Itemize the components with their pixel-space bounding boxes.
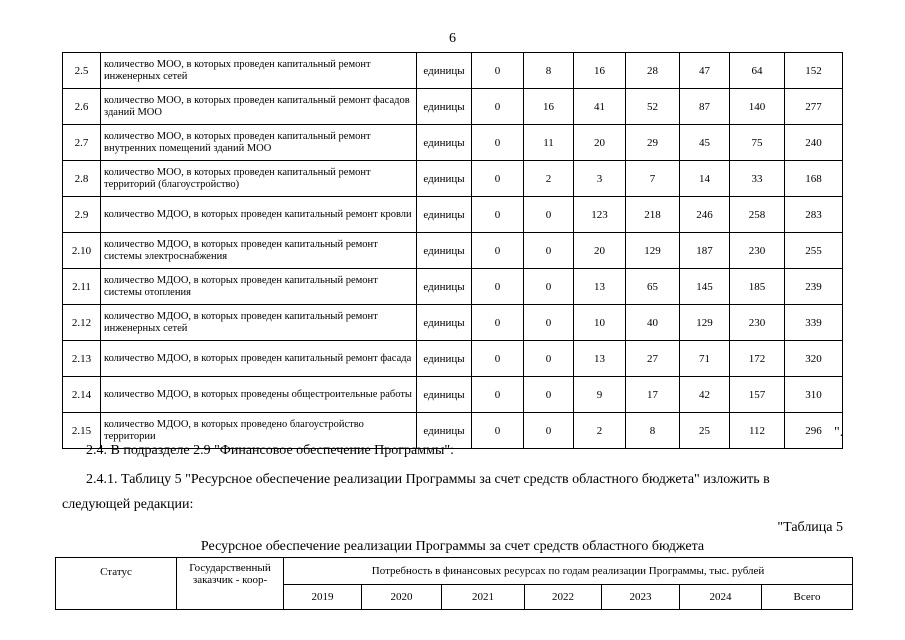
row-value: 112 — [730, 413, 785, 449]
row-description: количество МОО, в которых проведен капитальный ремонт фасадов зданий МОО — [101, 89, 417, 125]
row-value: 64 — [730, 53, 785, 89]
row-number: 2.12 — [63, 305, 101, 341]
row-description: количество МДОО, в которых проведен капитальный ремонт системы отопления — [101, 269, 417, 305]
row-unit: единицы — [417, 233, 472, 269]
row-number: 2.14 — [63, 377, 101, 413]
row-value: 0 — [524, 233, 574, 269]
row-unit: единицы — [417, 161, 472, 197]
row-value: 0 — [472, 89, 524, 125]
row-value: 42 — [680, 377, 730, 413]
closing-quote: ". — [834, 425, 844, 440]
row-value: 0 — [524, 413, 574, 449]
row-number: 2.15 — [63, 413, 101, 449]
row-value: 3 — [574, 161, 626, 197]
row-unit: единицы — [417, 413, 472, 449]
row-value: 16 — [574, 53, 626, 89]
row-description: количество МДОО, в которых проведен капитальный ремонт инженерных сетей — [101, 305, 417, 341]
row-value: 16 — [524, 89, 574, 125]
row-value: 0 — [472, 233, 524, 269]
row-value: 0 — [472, 161, 524, 197]
row-value: 152 — [785, 53, 843, 89]
table-row — [63, 197, 843, 233]
row-value: 140 — [730, 89, 785, 125]
header-year: 2024 — [680, 585, 762, 610]
row-value: 157 — [730, 377, 785, 413]
row-unit: единицы — [417, 305, 472, 341]
row-unit: единицы — [417, 53, 472, 89]
row-number: 2.10 — [63, 233, 101, 269]
row-value: 320 — [785, 341, 843, 377]
table-5-label: "Таблица 5 — [777, 520, 843, 535]
row-number: 2.11 — [63, 269, 101, 305]
row-value: 230 — [730, 233, 785, 269]
row-number: 2.8 — [63, 161, 101, 197]
row-value: 0 — [472, 305, 524, 341]
row-value: 11 — [524, 125, 574, 161]
row-value: 10 — [574, 305, 626, 341]
table-row — [63, 125, 843, 161]
row-value: 0 — [524, 341, 574, 377]
row-value: 172 — [730, 341, 785, 377]
header-year: Всего — [762, 585, 853, 610]
row-value: 258 — [730, 197, 785, 233]
table-row — [63, 161, 843, 197]
row-unit: единицы — [417, 269, 472, 305]
header-year: 2019 — [284, 585, 362, 610]
row-value: 14 — [680, 161, 730, 197]
row-value: 71 — [680, 341, 730, 377]
page-number: 6 — [449, 31, 456, 46]
row-value: 8 — [626, 413, 680, 449]
row-description: количество МДОО, в которых проведен капитальный ремонт системы электроснабжения — [101, 233, 417, 269]
row-number: 2.6 — [63, 89, 101, 125]
row-value: 17 — [626, 377, 680, 413]
row-value: 2 — [524, 161, 574, 197]
row-description: количество МОО, в которых проведен капитальный ремонт территорий (благоустройство) — [101, 161, 417, 197]
header-financial-needs: Потребность в финансовых ресурсах по годам реализации Программы, тыс. рублей — [284, 558, 853, 585]
row-value: 13 — [574, 341, 626, 377]
row-number: 2.7 — [63, 125, 101, 161]
table-5-title: Ресурсное обеспечение реализации Программы за счет средств областного бюджета — [200, 539, 705, 554]
row-value: 0 — [472, 377, 524, 413]
row-value: 123 — [574, 197, 626, 233]
row-value: 187 — [680, 233, 730, 269]
row-value: 310 — [785, 377, 843, 413]
row-value: 47 — [680, 53, 730, 89]
row-value: 27 — [626, 341, 680, 377]
table-row — [63, 269, 843, 305]
row-value: 0 — [472, 341, 524, 377]
row-value: 339 — [785, 305, 843, 341]
row-value: 255 — [785, 233, 843, 269]
row-value: 283 — [785, 197, 843, 233]
row-description: количество МДОО, в которых проведены общестроительные работы — [101, 377, 417, 413]
header-year: 2022 — [525, 585, 602, 610]
row-value: 0 — [472, 413, 524, 449]
row-value: 168 — [785, 161, 843, 197]
row-unit: единицы — [417, 125, 472, 161]
row-unit: единицы — [417, 89, 472, 125]
row-description: количество МОО, в которых проведен капитальный ремонт внутренних помещений зданий МОО — [101, 125, 417, 161]
paragraph-continuation: следующей редакции: — [62, 497, 194, 512]
row-unit: единицы — [417, 341, 472, 377]
row-number: 2.9 — [63, 197, 101, 233]
row-unit: единицы — [417, 377, 472, 413]
header-year: 2023 — [602, 585, 680, 610]
row-value: 33 — [730, 161, 785, 197]
row-value: 240 — [785, 125, 843, 161]
row-value: 145 — [680, 269, 730, 305]
row-value: 52 — [626, 89, 680, 125]
row-value: 87 — [680, 89, 730, 125]
table-row — [63, 305, 843, 341]
row-value: 218 — [626, 197, 680, 233]
row-value: 296 — [785, 413, 843, 449]
row-value: 45 — [680, 125, 730, 161]
row-value: 0 — [472, 125, 524, 161]
header-status: Статус — [56, 558, 177, 610]
row-value: 239 — [785, 269, 843, 305]
row-unit: единицы — [417, 197, 472, 233]
indicator-table — [62, 52, 843, 449]
row-value: 65 — [626, 269, 680, 305]
row-value: 0 — [524, 269, 574, 305]
header-year: 2020 — [362, 585, 442, 610]
row-value: 0 — [524, 197, 574, 233]
row-value: 7 — [626, 161, 680, 197]
table-row — [63, 377, 843, 413]
row-value: 41 — [574, 89, 626, 125]
row-value: 8 — [524, 53, 574, 89]
table-row — [63, 341, 843, 377]
row-value: 129 — [680, 305, 730, 341]
header-customer: Государственный заказчик - коор- — [177, 558, 284, 610]
row-value: 0 — [524, 305, 574, 341]
row-value: 25 — [680, 413, 730, 449]
row-description: количество МДОО, в которых проведен капитальный ремонт фасада — [101, 341, 417, 377]
paragraph-section-2-4: 2.4. В подразделе 2.9 "Финансовое обеспечение Программы": — [86, 443, 454, 458]
row-value: 0 — [472, 197, 524, 233]
paragraph-section-2-4-1: 2.4.1. Таблицу 5 "Ресурсное обеспечение реализации Программы за счет средств областного бюджета" изложить в — [86, 472, 770, 487]
header-year: 2021 — [442, 585, 525, 610]
row-number: 2.5 — [63, 53, 101, 89]
row-value: 230 — [730, 305, 785, 341]
row-value: 0 — [472, 269, 524, 305]
row-value: 9 — [574, 377, 626, 413]
row-value: 129 — [626, 233, 680, 269]
row-value: 0 — [472, 53, 524, 89]
row-value: 75 — [730, 125, 785, 161]
row-value: 277 — [785, 89, 843, 125]
row-value: 20 — [574, 125, 626, 161]
row-description: количество МОО, в которых проведен капитальный ремонт инженерных сетей — [101, 53, 417, 89]
row-description: количество МДОО, в которых проведен капитальный ремонт кровли — [101, 197, 417, 233]
table-row — [63, 233, 843, 269]
row-value: 0 — [524, 377, 574, 413]
row-value: 2 — [574, 413, 626, 449]
row-value: 13 — [574, 269, 626, 305]
table-row — [63, 89, 843, 125]
row-value: 246 — [680, 197, 730, 233]
row-description: количество МДОО, в которых проведено благоустройство территории — [101, 413, 417, 449]
row-number: 2.13 — [63, 341, 101, 377]
row-value: 20 — [574, 233, 626, 269]
table-row — [63, 53, 843, 89]
row-value: 185 — [730, 269, 785, 305]
row-value: 28 — [626, 53, 680, 89]
row-value: 40 — [626, 305, 680, 341]
row-value: 29 — [626, 125, 680, 161]
table-5 — [55, 557, 853, 610]
